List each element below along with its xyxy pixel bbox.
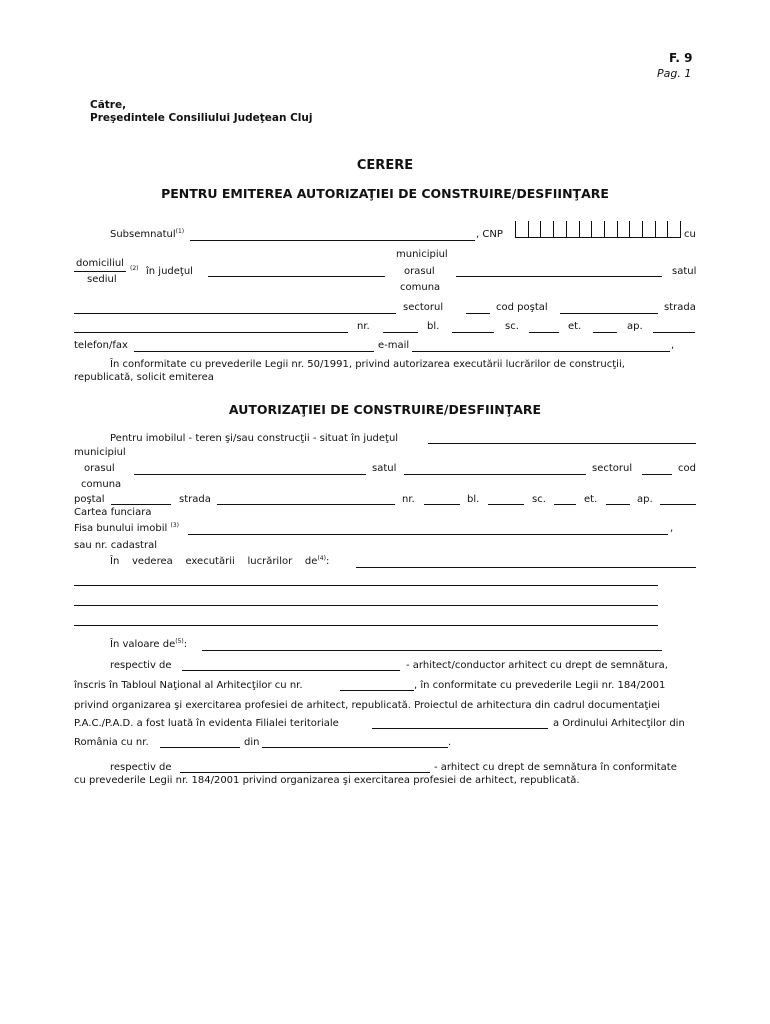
- imobil-sc-label: sc.: [532, 494, 546, 505]
- pac-label-1: P.A.C./P.A.D. a fost luată în evidenta Filialei teritoriale: [74, 718, 339, 729]
- imobil-orasul-label: orasul: [84, 463, 115, 474]
- cnp-label: , CNP: [476, 229, 503, 240]
- imobil-comuna-label: comuna: [81, 479, 122, 490]
- in-judetul-label: în judeţul: [146, 266, 193, 277]
- subsemnatul-label: Subsemnatul$^{(1)}$: [110, 228, 185, 240]
- imobil-localitate-field[interactable]: [134, 474, 366, 475]
- nr-field[interactable]: [383, 332, 418, 333]
- inscris-label-1: înscris în Tabloul Naţional al Arhitecţilor cu nr.: [74, 680, 303, 691]
- comuna-label: comuna: [400, 282, 441, 293]
- romania-period: .: [448, 737, 452, 748]
- fisa-bunului-label: Fisa bunului imobil $^{(3)}$: [74, 522, 179, 534]
- strada-label: strada: [664, 302, 696, 313]
- sector-field[interactable]: [466, 313, 490, 314]
- imobil-ap-label: ap.: [637, 494, 653, 505]
- romania-data-field[interactable]: [262, 747, 448, 748]
- imobil-cod-postal-field[interactable]: [111, 504, 171, 505]
- in-vederea-label: În vederea executării lucrărilor $de^{(4)}$:: [110, 555, 330, 567]
- imobil-satul-field[interactable]: [404, 474, 586, 475]
- arhitect-name-field[interactable]: [182, 670, 400, 671]
- satul-field[interactable]: [74, 313, 396, 314]
- cod-postal-field[interactable]: [560, 313, 658, 314]
- filiala-field[interactable]: [372, 728, 548, 729]
- imobil-sector-field[interactable]: [642, 474, 672, 475]
- telefon-field[interactable]: [134, 351, 374, 352]
- imobil-postal-label: poştal: [74, 494, 105, 505]
- imobil-nr-label: nr.: [402, 494, 415, 505]
- document-title: CERERE: [356, 158, 414, 173]
- domiciliul-divider: [74, 271, 126, 272]
- lucrari-field-2[interactable]: [74, 585, 658, 586]
- imobil-bl-label: bl.: [467, 494, 480, 505]
- imobil-et-field[interactable]: [606, 504, 630, 505]
- email-comma: ,: [671, 340, 675, 351]
- pac-label-2: a Ordinului Arhitecţilor din: [553, 718, 685, 729]
- lucrari-field-3[interactable]: [74, 605, 658, 606]
- email-field[interactable]: [412, 351, 670, 352]
- imobil-satul-label: satul: [372, 463, 397, 474]
- document-subtitle: PENTRU EMITEREA AUTORIZAŢIEI DE CONSTRUIRE/DESFIINŢARE: [161, 186, 609, 201]
- page-label: Pag. 1: [657, 67, 692, 80]
- ap-label: ap.: [627, 321, 643, 332]
- bl-label: bl.: [427, 321, 440, 332]
- nr-cadastral-label: sau nr. cadastral: [74, 540, 157, 551]
- lucrari-field-1[interactable]: [356, 567, 696, 568]
- imobil-municipiul-label: municipiul: [74, 447, 126, 458]
- cod-postal-label: cod poştal: [496, 302, 548, 313]
- imobil-strada-label: strada: [179, 494, 211, 505]
- lucrari-field-4[interactable]: [74, 625, 658, 626]
- telefon-label: telefon/fax: [74, 340, 128, 351]
- strada-field[interactable]: [74, 332, 348, 333]
- imobil-judet-field[interactable]: [428, 443, 696, 444]
- nr-label: nr.: [357, 321, 370, 332]
- pentru-imobilul-label: Pentru imobilul - teren şi/sau construcţii - situat în judeţul: [110, 433, 399, 444]
- imobil-sectorul-label: sectorul: [592, 463, 633, 474]
- imobil-et-label: et.: [584, 494, 598, 505]
- privind-label: privind organizarea şi exercitarea profesiei de arhitect, republicată. Proiectul de arhitectura din cadrul documentaţiei: [74, 700, 660, 711]
- cartea-funciara-label: Cartea funciara: [74, 507, 152, 518]
- et-label: et.: [568, 321, 582, 332]
- tablou-nr-field[interactable]: [340, 690, 414, 691]
- domiciliul-label: domiciliul: [76, 258, 124, 269]
- cu-prevederile-label: cu prevederile Legii nr. 184/2001 privind organizarea şi exercitarea profesiei de arhitect, republicată.: [74, 775, 580, 786]
- valoare-field[interactable]: [202, 650, 662, 651]
- conformitate-line2: republicată, solicit emiterea: [74, 372, 214, 383]
- fn2-label: (2): [130, 265, 139, 272]
- addressee-line1: Către,: [90, 99, 127, 111]
- email-label: e-mail: [378, 340, 410, 351]
- imobil-bl-field[interactable]: [488, 504, 524, 505]
- orasul-label: orasul: [404, 266, 435, 277]
- sediul-label: sediul: [87, 274, 117, 285]
- judet-field[interactable]: [208, 276, 385, 277]
- et-field[interactable]: [593, 332, 617, 333]
- imobil-ap-field[interactable]: [660, 504, 696, 505]
- sc-field[interactable]: [529, 332, 559, 333]
- romania-label-1: România cu nr.: [74, 737, 149, 748]
- romania-label-2: din: [244, 737, 260, 748]
- conformitate-line1: În conformitate cu prevederile Legii nr. 50/1991, privind autorizarea executării lucrărilor de construcţii,: [110, 359, 625, 370]
- localitate-field[interactable]: [456, 276, 662, 277]
- sc-label: sc.: [505, 321, 519, 332]
- respectiv-de-label: respectiv de: [110, 660, 172, 671]
- cadastral-field[interactable]: [188, 534, 668, 535]
- form-code: F. 9: [669, 51, 693, 65]
- arhitect-2-name-field[interactable]: [180, 772, 430, 773]
- imobil-nr-field[interactable]: [424, 504, 460, 505]
- satul-label: satul: [672, 266, 697, 277]
- municipiul-label: municipiul: [396, 249, 448, 260]
- cnp-field[interactable]: [515, 220, 680, 238]
- ap-field[interactable]: [653, 332, 695, 333]
- imobil-cod-label: cod: [678, 463, 696, 474]
- arhitect-semnatura-label: - arhitect cu drept de semnătura în conformitate: [434, 762, 677, 773]
- romania-nr-field[interactable]: [160, 747, 240, 748]
- imobil-strada-field[interactable]: [217, 504, 395, 505]
- inscris-label-2: , în conformitate cu prevederile Legii nr. 184/2001: [414, 680, 666, 691]
- respectiv-de-2-label: respectiv de: [110, 762, 172, 773]
- name-field[interactable]: [190, 240, 475, 241]
- imobil-sc-field[interactable]: [554, 504, 576, 505]
- in-valoare-label: În valoare $de^{(5)}$:: [110, 638, 188, 650]
- cu-label: cu: [684, 229, 696, 240]
- sectorul-label: sectorul: [403, 302, 444, 313]
- arhitect-conductor-label: - arhitect/conductor arhitect cu drept de semnătura,: [406, 660, 668, 671]
- cadastral-comma: ,: [670, 523, 674, 534]
- addressee-line2: Preşedintele Consiliului Judeţean Cluj: [90, 112, 313, 124]
- bl-field[interactable]: [452, 332, 494, 333]
- section2-title: AUTORIZAŢIEI DE CONSTRUIRE/DESFIINŢARE: [228, 402, 542, 417]
